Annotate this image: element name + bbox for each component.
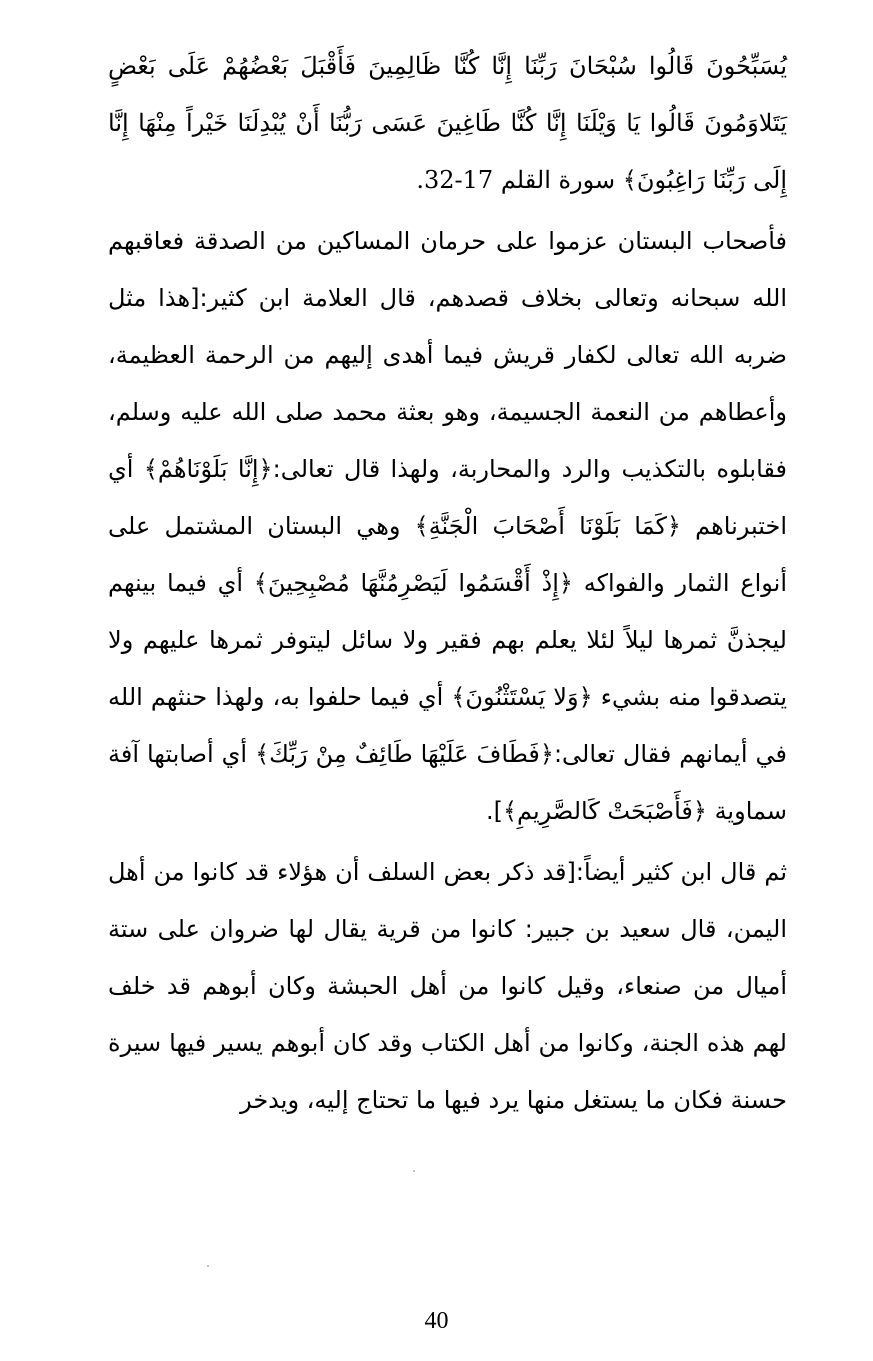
page-number: 40 bbox=[424, 1308, 449, 1334]
paragraph-ibn-kathir-commentary: فأصحاب البستان عزموا على حرمان المساكين من الصدقة فعاقبهم الله سبحانه وتعالى بخلاف قصدهم، قال العلامة ابن كثير:[هذا مثل ضربه الله تعالى لكفار قريش فيما أهدى إليهم من الرحمة العظيمة، وأعطاهم من النعمة الجسيمة، وهو بعثة محمد صلى الله عليه وسلم، فقابلوه بالتكذيب والرد والمحاربة، ولهذا قال تعالى:﴿إِنَّا بَلَوْنَاهُمْ﴾ أي اختبرناهم ﴿كَمَا بَلَوْنَا أَصْحَابَ الْجَنَّةِ﴾ وهي البستان المشتمل على أنواع الثمار والفواكه ﴿إِذْ أَقْسَمُوا لَيَصْرِمُنَّهَا مُصْبِحِينَ﴾ أي فيما بينهم ليجذنَّ ثمرها ليلاً لئلا يعلم بهم فقير ولا سائل ليتوفر ثمرها عليهم ولا يتصدقوا منه بشيء ﴿وَلا يَسْتَثْنُونَ﴾ أي فيما حلفوا به، ولهذا حنثهم الله في أيمانهم فقال تعالى:﴿فَطَافَ عَلَيْهَا طَائِفٌ مِنْ رَبِّكَ﴾ أي أصابتها آفة سماوية ﴿فَأَصْبَحَتْ كَالصَّرِيمِ﴾]. bbox=[108, 227, 787, 825]
scan-speck bbox=[207, 1265, 209, 1267]
page-body bbox=[108, 38, 787, 1129]
scan-speck bbox=[413, 1170, 415, 1172]
paragraph-quran-verses: يُسَبِّحُونَ قَالُوا سُبْحَانَ رَبِّنَا إِنَّا كُنَّا ظَالِمِينَ فَأَقْبَلَ بَعْضُهُمْ عَلَى بَعْضٍ يَتَلاوَمُونَ قَالُوا يَا وَيْلَنَا إِنَّا كُنَّا طَاغِينَ عَسَى رَبُّنَا أَنْ يُبْدِلَنَا خَيْراً مِنْهَا إِنَّا إِلَى رَبِّنَا رَاغِبُونَ﴾ سورة القلم 17-32. bbox=[108, 52, 787, 194]
paragraph-ibn-kathir-continued: ثم قال ابن كثير أيضاً:[قد ذكر بعض السلف أن هؤلاء قد كانوا من أهل اليمن، قال سعيد بن جبير: كانوا من قرية يقال لها ضروان على ستة أميال من صنعاء، وقيل كانوا من أهل الحبشة وكان أبوهم قد خلف لهم هذه الجنة، وكانوا من أهل الكتاب وقد كان أبوهم يسير فيها سيرة حسنة فكان ما يستغل منها يرد فيها ما تحتاج إليه، ويدخر bbox=[108, 858, 787, 1114]
